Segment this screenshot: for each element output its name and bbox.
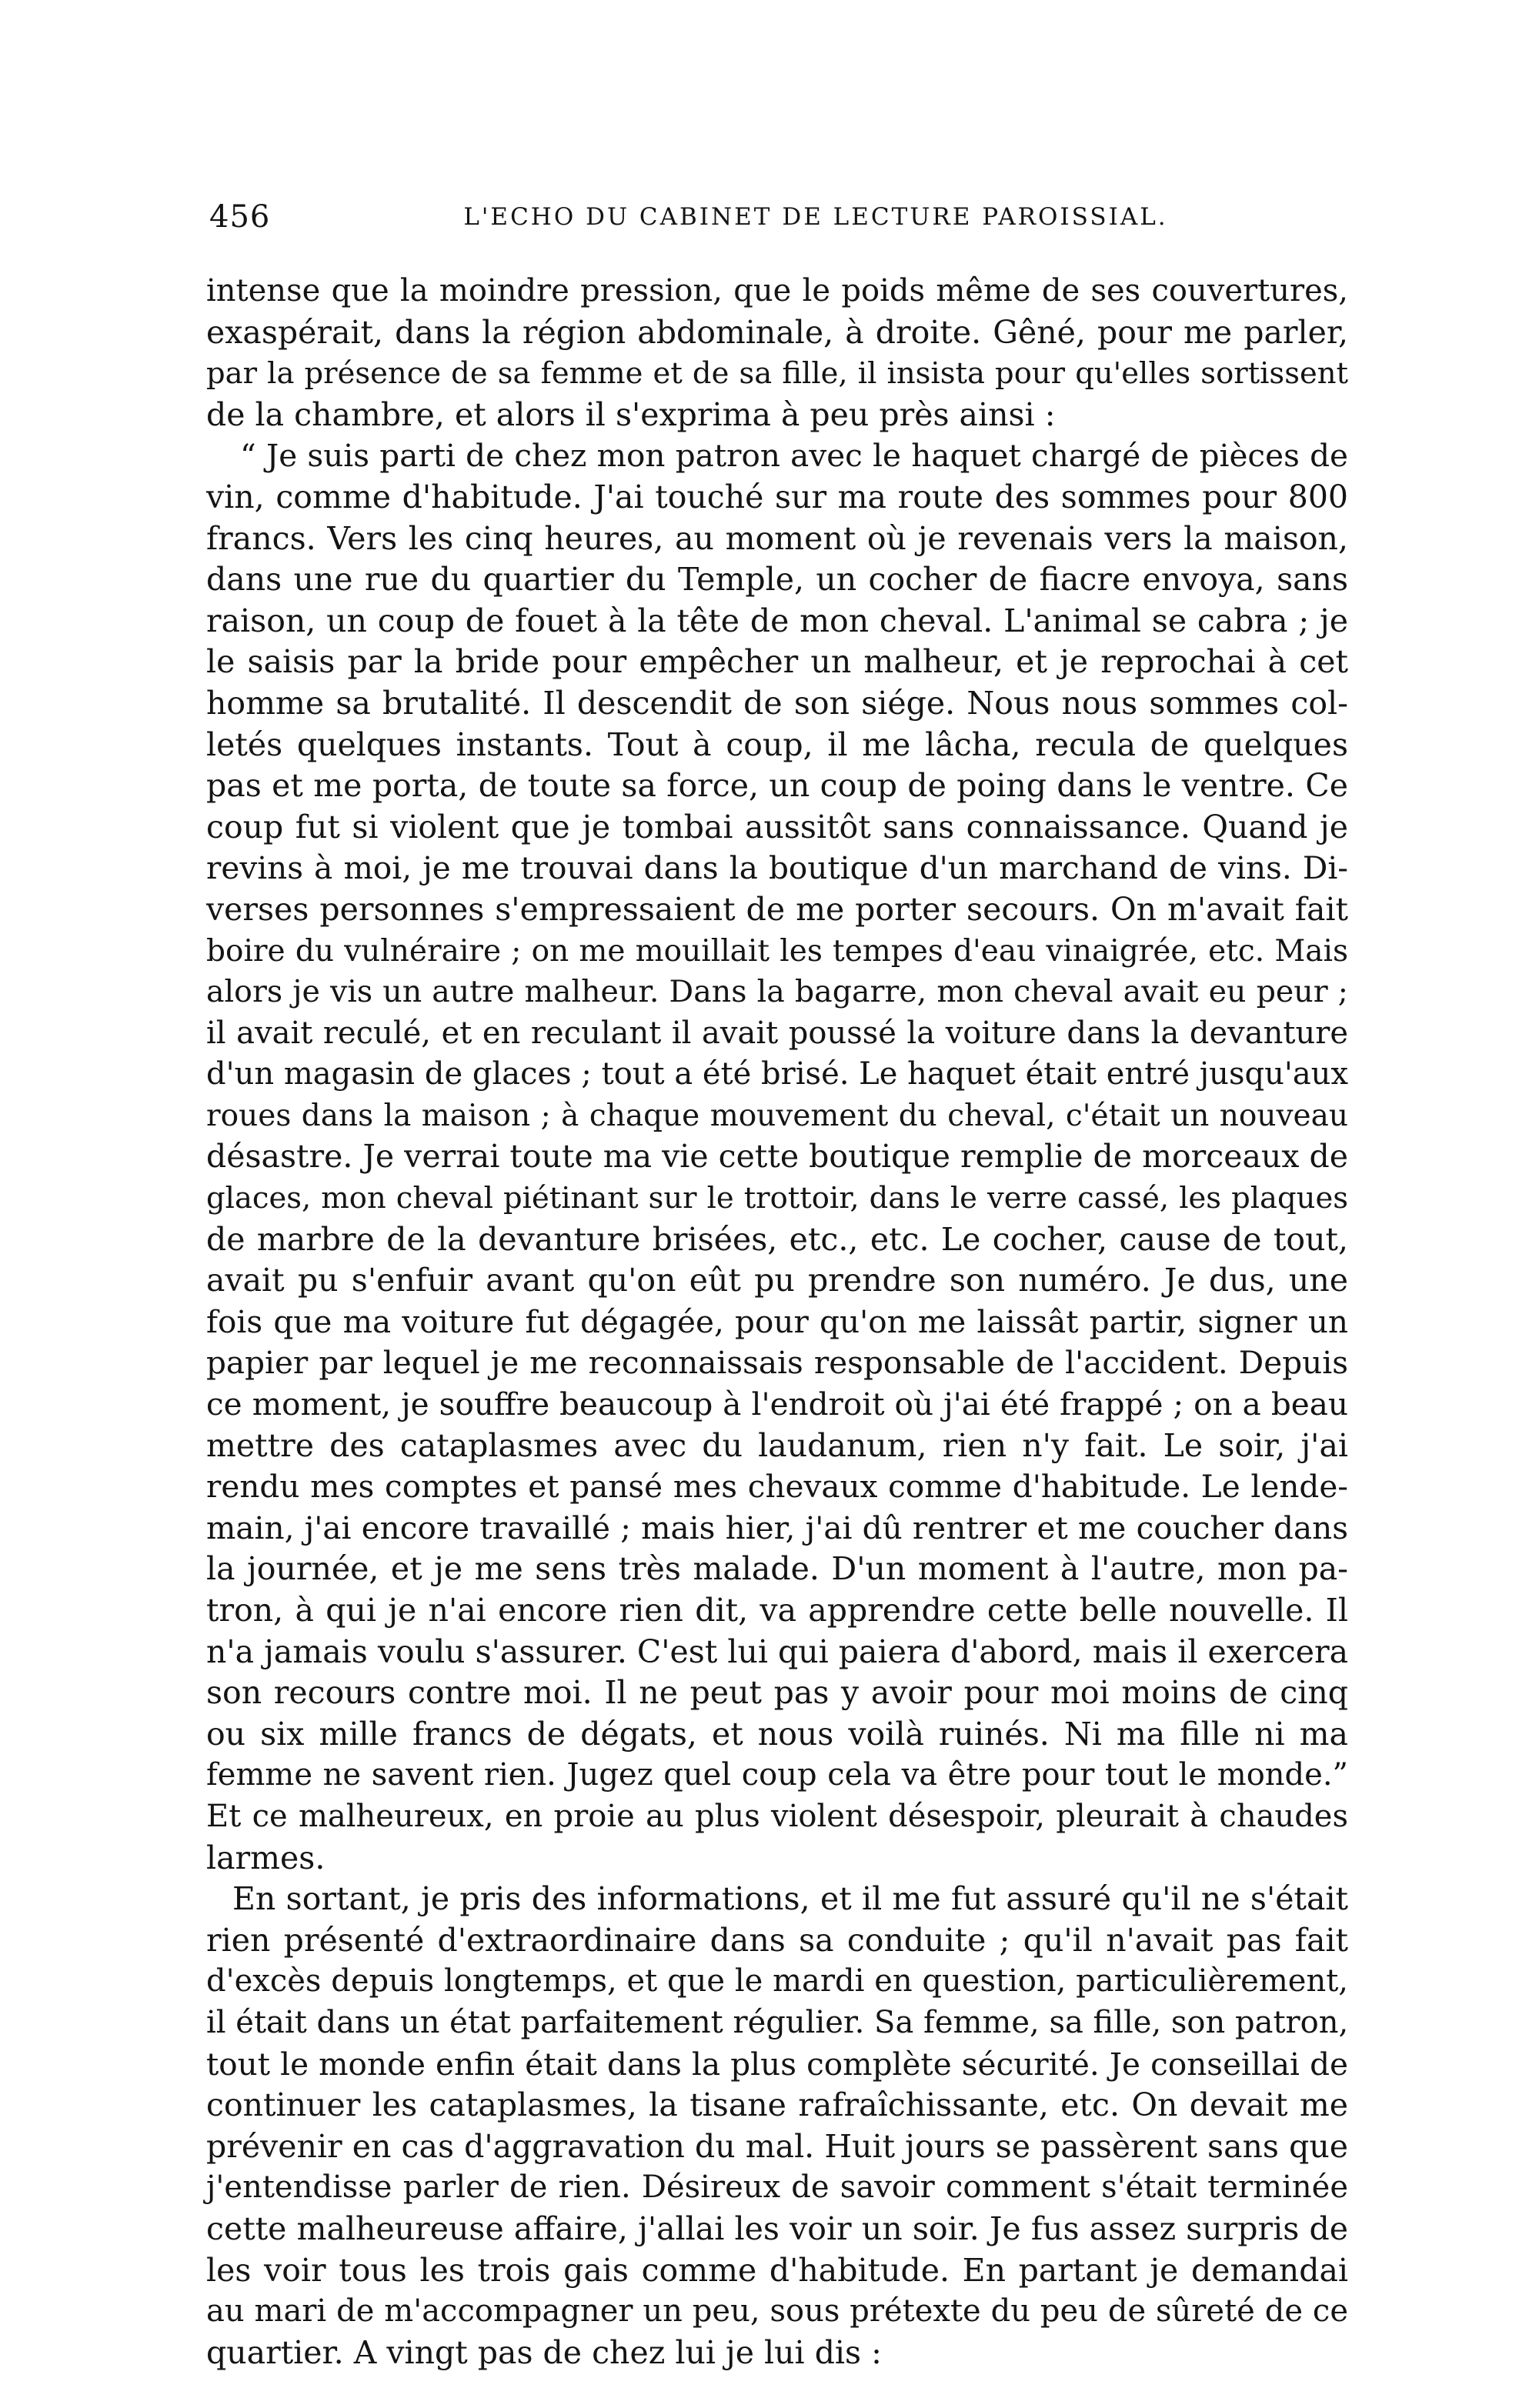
text-line: intense que la moindre pression, que le poids même de ses couvertures,	[206, 273, 1348, 309]
text-line: rendu mes comptes et pansé mes chevaux comme d'habitude. Le lende-	[206, 1468, 1348, 1506]
text-line: fois que ma voiture fut dégagée, pour qu'on me laissât partir, signer un	[206, 1302, 1348, 1340]
text-line: prévenir en cas d'aggravation du mal. Huit jours se passèrent sans que	[206, 2127, 1348, 2165]
text-line: boire du vulnéraire ; on me mouillait les tempes d'eau vinaigrée, etc. Mais	[206, 933, 1348, 969]
text-line: n'a jamais voulu s'assurer. C'est lui qui paiera d'abord, mais il exercera	[206, 1633, 1349, 1670]
text-line: j'entendisse parler de rien. Désireux de savoir comment s'était terminée	[206, 2170, 1348, 2206]
text-line: pas et me porta, de toute sa force, un coup de poing dans le ventre. Ce	[206, 767, 1348, 805]
text-line: papier par lequel je me reconnaissais responsable de l'accident. Depuis	[206, 1344, 1348, 1382]
text-line: il était dans un état parfaitement régulier. Sa femme, sa fille, son patron,	[206, 2004, 1349, 2040]
text-line: revins à moi, je me trouvai dans la boutique d'un marchand de vins. Di-	[206, 849, 1348, 887]
text-line: la journée, et je me sens très malade. D'un moment à l'autre, mon pa-	[206, 1550, 1348, 1588]
page-number: 456	[209, 199, 271, 235]
text-line: main, j'ai encore travaillé ; mais hier, j'ai dû rentrer et me coucher dans	[206, 1509, 1348, 1546]
text-line: de marbre de la devanture brisées, etc., etc. Le cocher, cause de tout,	[206, 1220, 1348, 1258]
text-line: coup fut si violent que je tombai aussitôt sans connaissance. Quand je	[206, 808, 1348, 845]
text-line: d'excès depuis longtemps, et que le mardi en question, particulièrement,	[206, 1963, 1348, 1999]
text-line: rien présenté d'extraordinaire dans sa conduite ; qu'il n'avait pas fait	[206, 1921, 1348, 1959]
text-line: roues dans la maison ; à chaque mouvement du cheval, c'était un nouveau	[206, 1098, 1348, 1133]
text-line: raison, un coup de fouet à la tête de mon cheval. L'animal se cabra ; je	[206, 602, 1348, 639]
text-line: ce moment, je souffre beaucoup à l'endroit où j'ai été frappé ; on a beau	[206, 1386, 1348, 1423]
text-line: En sortant, je pris des informations, et il me fut assuré qu'il ne s'était	[232, 1880, 1348, 1918]
text-line: quartier. A vingt pas de chez lui je lui dis :	[206, 2333, 882, 2371]
text-line: femme ne savent rien. Jugez quel coup cela va être pour tout le monde.”	[206, 1757, 1348, 1793]
running-title: L'ECHO DU CABINET DE LECTURE PAROISSIAL.	[463, 203, 1168, 231]
text-line: désastre. Je verrai toute ma vie cette boutique remplie de morceaux de	[206, 1138, 1348, 1176]
text-line: homme sa brutalité. Il descendit de son siége. Nous nous sommes col-	[206, 684, 1348, 722]
body-text	[206, 271, 1348, 2373]
text-line: exaspérait, dans la région abdominale, à droite. Gêné, pour me parler,	[206, 313, 1348, 351]
text-line: glaces, mon cheval piétinant sur le trottoir, dans le verre cassé, les plaques	[206, 1181, 1348, 1216]
text-line: au mari de m'accompagner un peu, sous prétexte du peu de sûreté de ce	[206, 2293, 1348, 2330]
text-line: “ Je suis parti de chez mon patron avec le haquet chargé de pièces de	[240, 437, 1348, 475]
text-line: mettre des cataplasmes avec du laudanum, rien n'y fait. Le soir, j'ai	[206, 1426, 1348, 1464]
text-line: tron, à qui je n'ai encore rien dit, va apprendre cette belle nouvelle. Il	[206, 1592, 1348, 1629]
text-line: le saisis par la bride pour empêcher un malheur, et je reprochai à cet	[206, 643, 1348, 681]
text-line: avait pu s'enfuir avant qu'on eût pu prendre son numéro. Je dus, une	[206, 1262, 1348, 1299]
text-line: les voir tous les trois gais comme d'habitude. En partant je demandai	[206, 2251, 1348, 2289]
text-line: d'un magasin de glaces ; tout a été brisé. Le haquet était entré jusqu'aux	[206, 1056, 1348, 1092]
text-line: continuer les cataplasmes, la tisane rafraîchissante, etc. On devait me	[206, 2086, 1348, 2124]
text-line: vin, comme d'habitude. J'ai touché sur ma route des sommes pour 800	[206, 478, 1348, 515]
text-line: Et ce malheureux, en proie au plus violent désespoir, pleurait à chaudes	[206, 1798, 1348, 1834]
text-line: de la chambre, et alors il s'exprima à peu près ainsi :	[206, 395, 1056, 433]
text-line: alors je vis un autre malheur. Dans la bagarre, mon cheval avait eu peur ;	[206, 974, 1348, 1010]
text-line: tout le monde enfin était dans la plus complète sécurité. Je conseillai de	[206, 2045, 1348, 2083]
text-line: dans une rue du quartier du Temple, un cocher de fiacre envoya, sans	[206, 561, 1348, 599]
text-line: cette malheureuse affaire, j'allai les voir un soir. Je fus assez surpris de	[206, 2210, 1348, 2247]
text-line: il avait reculé, et en reculant il avait poussé la voiture dans la devanture	[206, 1015, 1348, 1051]
text-line: verses personnes s'empressaient de me porter secours. On m'avait fait	[206, 890, 1348, 928]
text-line: son recours contre moi. Il ne peut pas y avoir pour moi moins de cinq	[206, 1674, 1348, 1712]
page-header	[209, 197, 1345, 243]
text-line: francs. Vers les cinq heures, au moment où je revenais vers la maison,	[206, 519, 1348, 557]
text-line: ou six mille francs de dégats, et nous voilà ruinés. Ni ma fille ni ma	[206, 1715, 1348, 1753]
text-line: par la présence de sa femme et de sa fille, il insista pour qu'elles sortissent	[206, 356, 1348, 392]
text-line: letés quelques instants. Tout à coup, il me lâcha, recula de quelques	[206, 725, 1348, 763]
text-line: larmes.	[206, 1839, 325, 1876]
